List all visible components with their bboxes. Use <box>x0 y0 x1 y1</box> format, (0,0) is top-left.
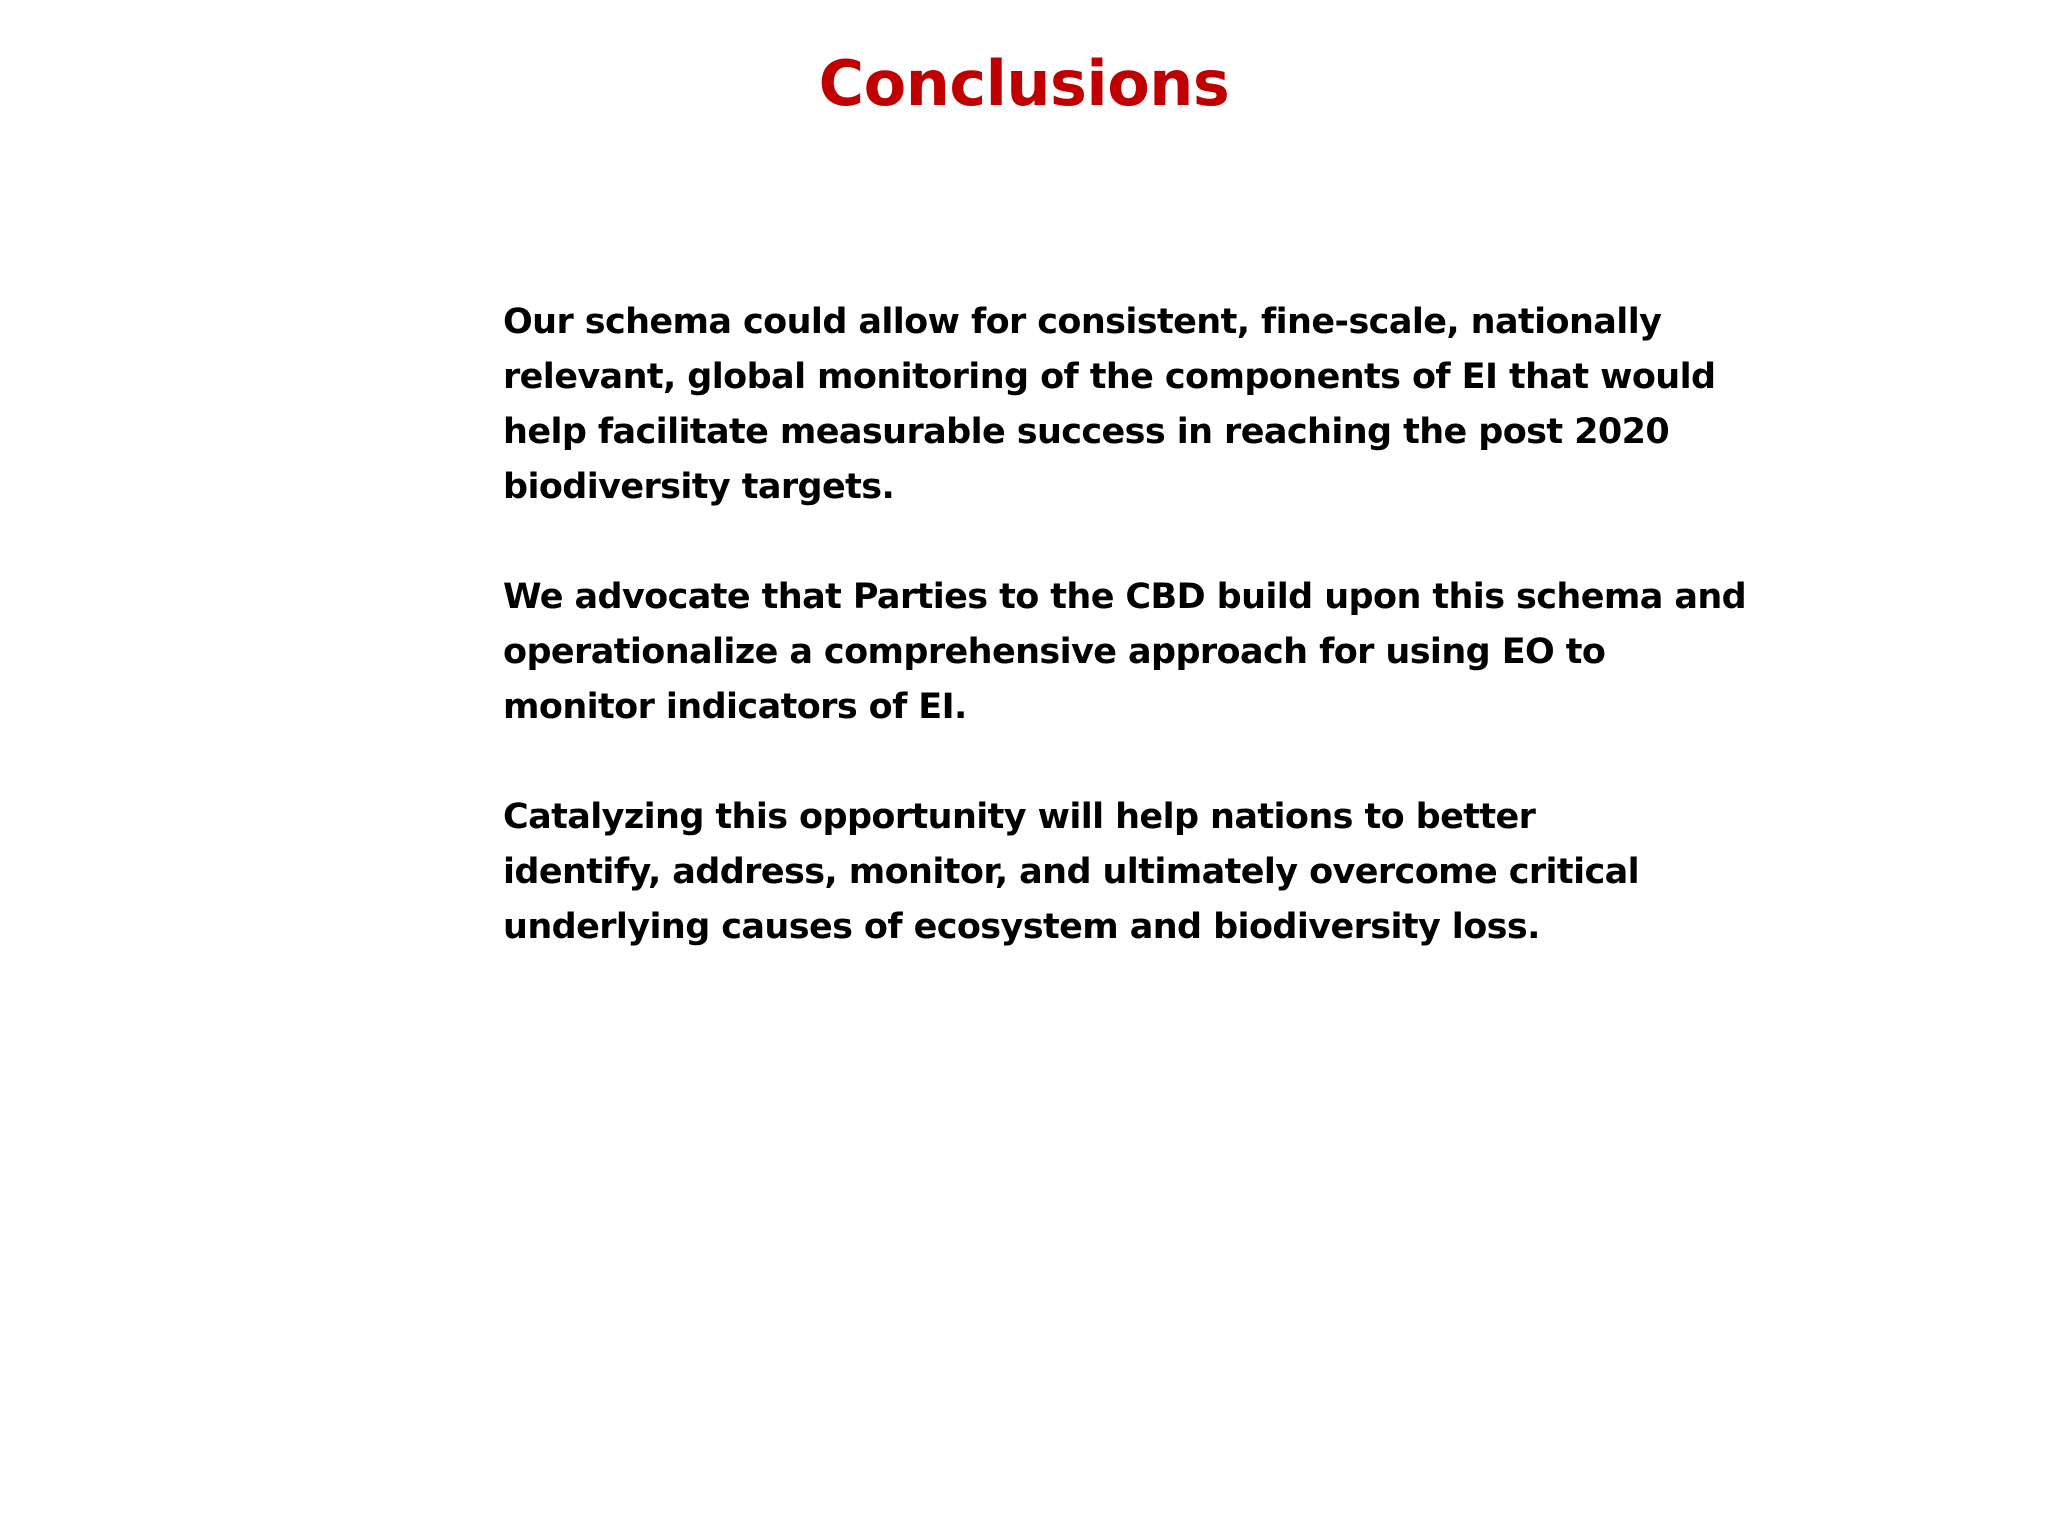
paragraph-line: Our schema could allow for consistent, fine-scale, nationally <box>503 302 1662 342</box>
paragraph-opportunity <box>503 790 1803 955</box>
paragraph-line: operationalize a comprehensive approach for using EO to <box>503 632 1606 672</box>
paragraph-line: relevant, global monitoring of the components of EI that would <box>503 357 1716 397</box>
paragraph-line: Catalyzing this opportunity will help nations to better <box>503 797 1536 837</box>
paragraph-line: help facilitate measurable success in reaching the post 2020 <box>503 412 1670 452</box>
paragraph-line: We advocate that Parties to the CBD build upon this schema and <box>503 577 1747 617</box>
paragraph-line: biodiversity targets. <box>503 467 895 507</box>
paragraph-advocacy <box>503 570 1803 735</box>
slide-title: Conclusions <box>818 47 1230 120</box>
paragraph-line: identify, address, monitor, and ultimately overcome critical <box>503 852 1640 892</box>
paragraph-line: monitor indicators of EI. <box>503 687 967 727</box>
slide-body <box>503 295 1803 1010</box>
paragraph-line: underlying causes of ecosystem and biodiversity loss. <box>503 907 1540 947</box>
paragraph-schema <box>503 295 1803 515</box>
